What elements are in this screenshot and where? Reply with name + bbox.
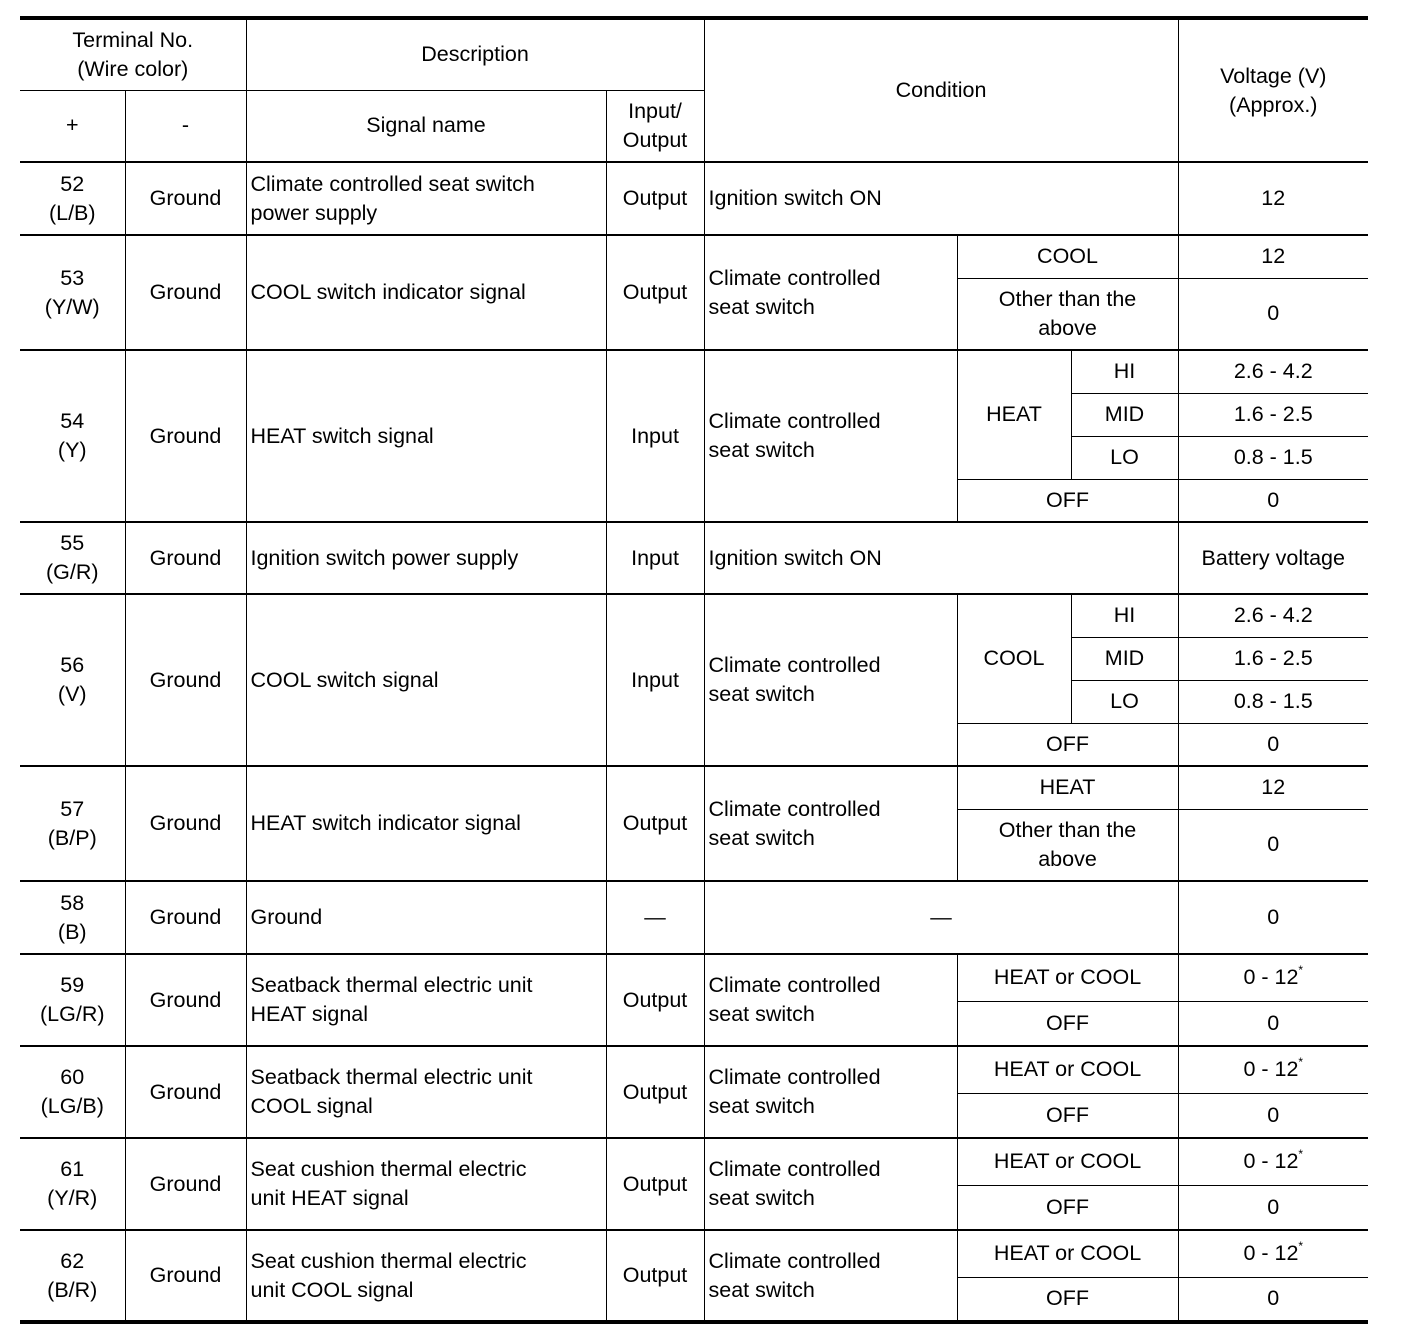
wire-color: (LG/R) — [40, 1002, 105, 1026]
sub-condition-line-1: Other than the — [998, 817, 1137, 842]
voltage-cell: 0 — [1178, 881, 1368, 954]
sub-condition-cell: HEAT — [957, 766, 1178, 809]
io-label-1: Input/ — [628, 98, 682, 123]
signal-name-cell — [246, 162, 606, 235]
signal-name-cell: COOL switch signal — [246, 594, 606, 766]
wire-color: (B/P) — [47, 825, 97, 850]
ground-cell: Ground — [125, 766, 246, 881]
terminal-number: 60 — [60, 1065, 85, 1089]
description-header: Description — [246, 18, 704, 90]
level-cell: LO — [1071, 680, 1178, 723]
voltage-cell: 12 — [1178, 162, 1368, 235]
signal-line-1: Seat cushion thermal electric — [250, 1248, 527, 1273]
signal-line-2: HEAT signal — [250, 1002, 369, 1026]
condition-line-1: Climate controlled — [708, 973, 881, 997]
wire-color: (B) — [57, 919, 87, 944]
terminal-cell — [20, 954, 125, 1046]
footnote-mark: * — [1298, 1239, 1304, 1254]
table-row — [20, 350, 1368, 393]
condition-line-2: seat switch — [708, 1277, 815, 1302]
signal-name-cell — [246, 1046, 606, 1138]
condition-cell — [704, 1046, 957, 1138]
voltage-cell: 0 — [1178, 278, 1368, 350]
condition-line-2: seat switch — [708, 1002, 815, 1026]
signal-line-1: Seatback thermal electric unit — [250, 1065, 533, 1089]
io-cell: Output — [606, 766, 704, 881]
signal-name-cell: Ground — [246, 881, 606, 954]
level-cell: MID — [1071, 393, 1178, 436]
sub-condition-cell: COOL — [957, 235, 1178, 278]
terminal-spec-table — [20, 16, 1368, 1324]
voltage-cell: 0 — [1178, 479, 1368, 522]
voltage-cell — [1178, 1230, 1368, 1277]
condition-cell — [704, 954, 957, 1046]
sub-condition-cell: OFF — [957, 1277, 1178, 1322]
voltage-cell: 2.6 - 4.2 — [1178, 350, 1368, 393]
ground-cell: Ground — [125, 1230, 246, 1322]
signal-line-2: power supply — [250, 200, 378, 225]
wire-color: (B/R) — [47, 1277, 98, 1302]
io-header — [606, 90, 704, 162]
table-row — [20, 1230, 1368, 1277]
terminal-cell — [20, 881, 125, 954]
ground-cell: Ground — [125, 1138, 246, 1230]
ground-cell: Ground — [125, 954, 246, 1046]
mode-cell: COOL — [957, 594, 1071, 723]
terminal-cell — [20, 235, 125, 350]
level-cell: MID — [1071, 637, 1178, 680]
terminal-number: 58 — [60, 890, 85, 915]
voltage-cell: 1.6 - 2.5 — [1178, 393, 1368, 436]
io-cell: Output — [606, 954, 704, 1046]
condition-line-2: seat switch — [708, 825, 815, 850]
voltage-cell — [1178, 954, 1368, 1001]
io-cell: Input — [606, 594, 704, 766]
table-row — [20, 1046, 1368, 1093]
signal-line-2: unit COOL signal — [250, 1277, 414, 1302]
voltage-cell: 1.6 - 2.5 — [1178, 637, 1368, 680]
terminal-cell — [20, 1230, 125, 1322]
voltage-value: 0 - 12 — [1243, 1241, 1299, 1266]
wire-color-label: (Wire color) — [77, 56, 189, 81]
terminal-number: 53 — [60, 265, 85, 290]
condition-line-2: seat switch — [708, 1186, 815, 1210]
condition-line-1: Climate controlled — [708, 1248, 881, 1273]
terminal-cell — [20, 1138, 125, 1230]
voltage-cell: 0 — [1178, 1277, 1368, 1322]
wire-color: (Y/W) — [44, 294, 100, 319]
condition-line-1: Climate controlled — [708, 1157, 881, 1181]
io-cell: Output — [606, 162, 704, 235]
ground-cell: Ground — [125, 235, 246, 350]
terminal-no-header — [20, 18, 246, 90]
condition-cell — [704, 350, 957, 522]
level-cell: LO — [1071, 436, 1178, 479]
footnote-mark: * — [1298, 963, 1304, 978]
voltage-cell: Battery voltage — [1178, 522, 1368, 594]
condition-cell — [704, 766, 957, 881]
table-row — [20, 881, 1368, 954]
io-cell: Input — [606, 522, 704, 594]
plus-header: + — [20, 90, 125, 162]
minus-header: - — [125, 90, 246, 162]
voltage-header — [1178, 18, 1368, 162]
signal-name-cell — [246, 954, 606, 1046]
mode-cell: HEAT — [957, 350, 1071, 479]
voltage-value: 0 - 12 — [1243, 1057, 1299, 1082]
wire-color: (G/R) — [45, 560, 99, 584]
terminal-number: 59 — [60, 973, 85, 997]
sub-condition-cell: HEAT or COOL — [957, 954, 1178, 1001]
sub-condition-cell: OFF — [957, 479, 1178, 522]
signal-line-2: unit HEAT signal — [250, 1186, 409, 1210]
sub-condition-line-2: above — [1038, 315, 1097, 340]
terminal-number: 57 — [60, 796, 85, 821]
sub-condition-cell: OFF — [957, 1001, 1178, 1046]
voltage-value: 0 - 12 — [1243, 965, 1299, 990]
signal-name-cell: HEAT switch indicator signal — [246, 766, 606, 881]
table-row — [20, 235, 1368, 278]
condition-cell — [704, 1138, 957, 1230]
table-row — [20, 162, 1368, 235]
condition-cell — [704, 1230, 957, 1322]
level-cell: HI — [1071, 594, 1178, 637]
ground-cell: Ground — [125, 162, 246, 235]
ground-cell: Ground — [125, 881, 246, 954]
voltage-cell: 2.6 - 4.2 — [1178, 594, 1368, 637]
terminal-cell — [20, 522, 125, 594]
condition-line-2: seat switch — [708, 682, 815, 706]
io-cell: Output — [606, 1138, 704, 1230]
approx-label: (Approx.) — [1229, 92, 1318, 117]
voltage-cell — [1178, 1046, 1368, 1093]
condition-cell: Ignition switch ON — [704, 522, 1178, 594]
terminal-number: 54 — [60, 409, 85, 433]
signal-name-cell: HEAT switch signal — [246, 350, 606, 522]
voltage-value: 0 - 12 — [1243, 1149, 1299, 1174]
condition-cell — [704, 594, 957, 766]
voltage-cell — [1178, 1138, 1368, 1185]
voltage-cell: 12 — [1178, 235, 1368, 278]
wire-color: (LG/B) — [40, 1094, 104, 1118]
terminal-number: 55 — [60, 531, 85, 555]
io-cell: — — [606, 881, 704, 954]
io-cell: Output — [606, 1046, 704, 1138]
terminal-number: 56 — [60, 653, 85, 677]
condition-line-1: Climate controlled — [708, 653, 881, 677]
signal-name-cell — [246, 1230, 606, 1322]
condition-header: Condition — [704, 18, 1178, 162]
table-row — [20, 1138, 1368, 1185]
io-cell: Output — [606, 235, 704, 350]
table-row — [20, 766, 1368, 809]
footnote-mark: * — [1298, 1055, 1304, 1070]
voltage-cell: 12 — [1178, 766, 1368, 809]
terminal-number: 52 — [60, 171, 85, 196]
terminal-cell — [20, 162, 125, 235]
io-label-2: Output — [622, 127, 688, 152]
sub-condition-cell: OFF — [957, 1093, 1178, 1138]
terminal-cell — [20, 350, 125, 522]
terminal-cell — [20, 1046, 125, 1138]
terminal-number: 62 — [60, 1248, 85, 1273]
ground-cell: Ground — [125, 522, 246, 594]
sub-condition-line-2: above — [1038, 846, 1097, 871]
voltage-cell: 0 — [1178, 1093, 1368, 1138]
table-row — [20, 594, 1368, 637]
condition-line-1: Climate controlled — [708, 1065, 881, 1089]
signal-line-2: COOL signal — [250, 1094, 373, 1118]
voltage-cell: 0 — [1178, 1001, 1368, 1046]
io-cell: Output — [606, 1230, 704, 1322]
signal-name-cell: COOL switch indicator signal — [246, 235, 606, 350]
sub-condition-cell — [957, 278, 1178, 350]
table-row — [20, 954, 1368, 1001]
sub-condition-cell: HEAT or COOL — [957, 1138, 1178, 1185]
signal-line-1: Climate controlled seat switch — [250, 171, 535, 196]
level-cell: HI — [1071, 350, 1178, 393]
ground-cell: Ground — [125, 594, 246, 766]
condition-line-2: seat switch — [708, 1094, 815, 1118]
condition-cell: — — [704, 881, 1178, 954]
condition-line-1: Climate controlled — [708, 409, 881, 433]
voltage-cell: 0 — [1178, 809, 1368, 881]
voltage-cell: 0 — [1178, 723, 1368, 766]
wire-color: (L/B) — [48, 200, 96, 225]
ground-cell: Ground — [125, 1046, 246, 1138]
ground-cell: Ground — [125, 350, 246, 522]
wire-color: (Y/R) — [47, 1186, 98, 1210]
terminal-cell — [20, 766, 125, 881]
sub-condition-line-1: Other than the — [998, 286, 1137, 311]
signal-line-1: Seatback thermal electric unit — [250, 973, 533, 997]
header-row-1 — [20, 18, 1368, 90]
terminal-number: 61 — [60, 1157, 85, 1181]
condition-line-2: seat switch — [708, 438, 815, 462]
voltage-cell: 0.8 - 1.5 — [1178, 436, 1368, 479]
signal-name-header: Signal name — [246, 90, 606, 162]
voltage-cell: 0.8 - 1.5 — [1178, 680, 1368, 723]
condition-line-2: seat switch — [708, 294, 815, 319]
io-cell: Input — [606, 350, 704, 522]
wire-color: (V) — [57, 682, 87, 706]
condition-line-1: Climate controlled — [708, 796, 881, 821]
terminal-no-label: Terminal No. — [72, 27, 194, 52]
terminal-cell — [20, 594, 125, 766]
sub-condition-cell — [957, 809, 1178, 881]
table-row — [20, 522, 1368, 594]
signal-line-1: Seat cushion thermal electric — [250, 1157, 527, 1181]
sub-condition-cell: OFF — [957, 1185, 1178, 1230]
condition-cell: Ignition switch ON — [704, 162, 1178, 235]
sub-condition-cell: HEAT or COOL — [957, 1046, 1178, 1093]
sub-condition-cell: HEAT or COOL — [957, 1230, 1178, 1277]
wire-color: (Y) — [57, 438, 87, 462]
signal-name-cell: Ignition switch power supply — [246, 522, 606, 594]
condition-cell — [704, 235, 957, 350]
condition-line-1: Climate controlled — [708, 265, 881, 290]
sub-condition-cell: OFF — [957, 723, 1178, 766]
footnote-mark: * — [1298, 1147, 1304, 1162]
signal-name-cell — [246, 1138, 606, 1230]
voltage-cell: 0 — [1178, 1185, 1368, 1230]
voltage-label: Voltage (V) — [1220, 63, 1327, 88]
